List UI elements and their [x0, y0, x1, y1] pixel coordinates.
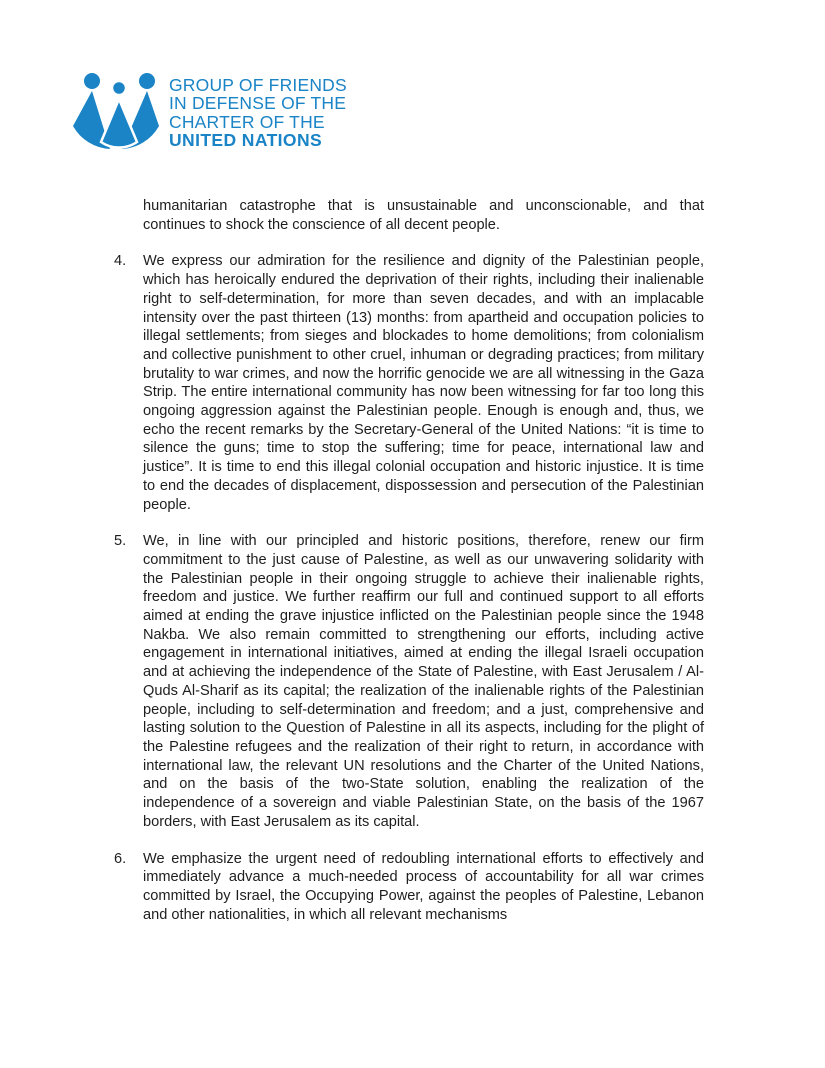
org-logo-text	[169, 72, 347, 149]
numbered-paragraph-6	[114, 850, 704, 925]
paragraph-number: 5.	[114, 533, 127, 550]
numbered-paragraph-4	[114, 252, 704, 514]
org-letterhead	[71, 72, 347, 151]
paragraph-text: We emphasize the urgent need of redoubling international efforts to effectively and immediately advance a much-needed process of accountability for all war crimes committed by Israel, the Occupying Power, against the peoples of Palestine, Lebanon and other nationalities, in which all relevant mechanisms	[143, 850, 704, 923]
logo-line-2: IN DEFENSE OF THE	[169, 93, 347, 114]
paragraph-number: 6.	[114, 850, 127, 867]
logo-line-4: UNITED NATIONS	[169, 129, 323, 150]
paragraph-number: 4.	[114, 253, 127, 270]
logo-line-1: GROUP OF FRIENDS	[169, 75, 347, 95]
numbered-paragraph-5	[114, 532, 704, 831]
paragraph-continuation: humanitarian catastrophe that is unsustainable and unconscionable, and that continues to shock the conscience of all decent people.	[143, 198, 704, 233]
logo-line-3: CHARTER OF THE	[169, 111, 325, 132]
paragraph-text: We, in line with our principled and historic positions, therefore, renew our firm commitment to the just cause of Palestine, as well as our unwavering solidarity with the Palestinian people in their ongoing struggle to achieve their inalienable rights, freedom and justice. We further reaffirm our full and continued support to all efforts aimed at ending the grave injustice inflicted on the Palestinian people since the 1948 Nakba. We also remain committed to strengthening our efforts, including active engagement in international initiatives, aimed at ending the illegal Israeli occupation and at achieving the independence of the State of Palestine, with East Jerusalem / Al-Quds Al-Sharif as its capital; the realization of the inalienable rights of the Palestinian people, including to self-determination and freedom; and a just, comprehensive and lasting solution to the Question of Palestine in all its aspects, including for the plight of the Palestine refugees and the realization of their right to return, in accordance with international law, the relevant UN resolutions and the Charter of the United Nations, and on the basis of the two-State solution, enabling the realization of the independence of a sovereign and viable Palestinian State, on the basis of the 1967 borders, with East Jerusalem as its capital.	[143, 533, 704, 830]
paragraph-text: We express our admiration for the resilience and dignity of the Palestinian people, which has heroically endured the deprivation of their rights, including their inalienable right to self-determination, for more than seven decades, and with an implacable intensity over the past thirteen (13) months: from apartheid and occupation policies to illegal settlements; from sieges and blockades to home demolitions; from colonialism and collective punishment to other cruel, inhuman or degrading practices; from military brutality to war crimes, and now the horrific genocide we are all witnessing in the Gaza Strip. The entire international community has now been witnessing for far too long this ongoing aggression against the Palestinian people. Enough is enough and, thus, we echo the recent remarks by the Secretary-General of the United Nations: “it is time to silence the guns; time to stop the suffering; time for peace, international law and justice”. It is time to end this illegal colonial occupation and historic injustice. It is time to end the decades of displacement, dispossession and persecution of the Palestinian people.	[143, 253, 704, 513]
document-body	[114, 197, 704, 924]
group-of-friends-logo-icon	[71, 72, 161, 151]
